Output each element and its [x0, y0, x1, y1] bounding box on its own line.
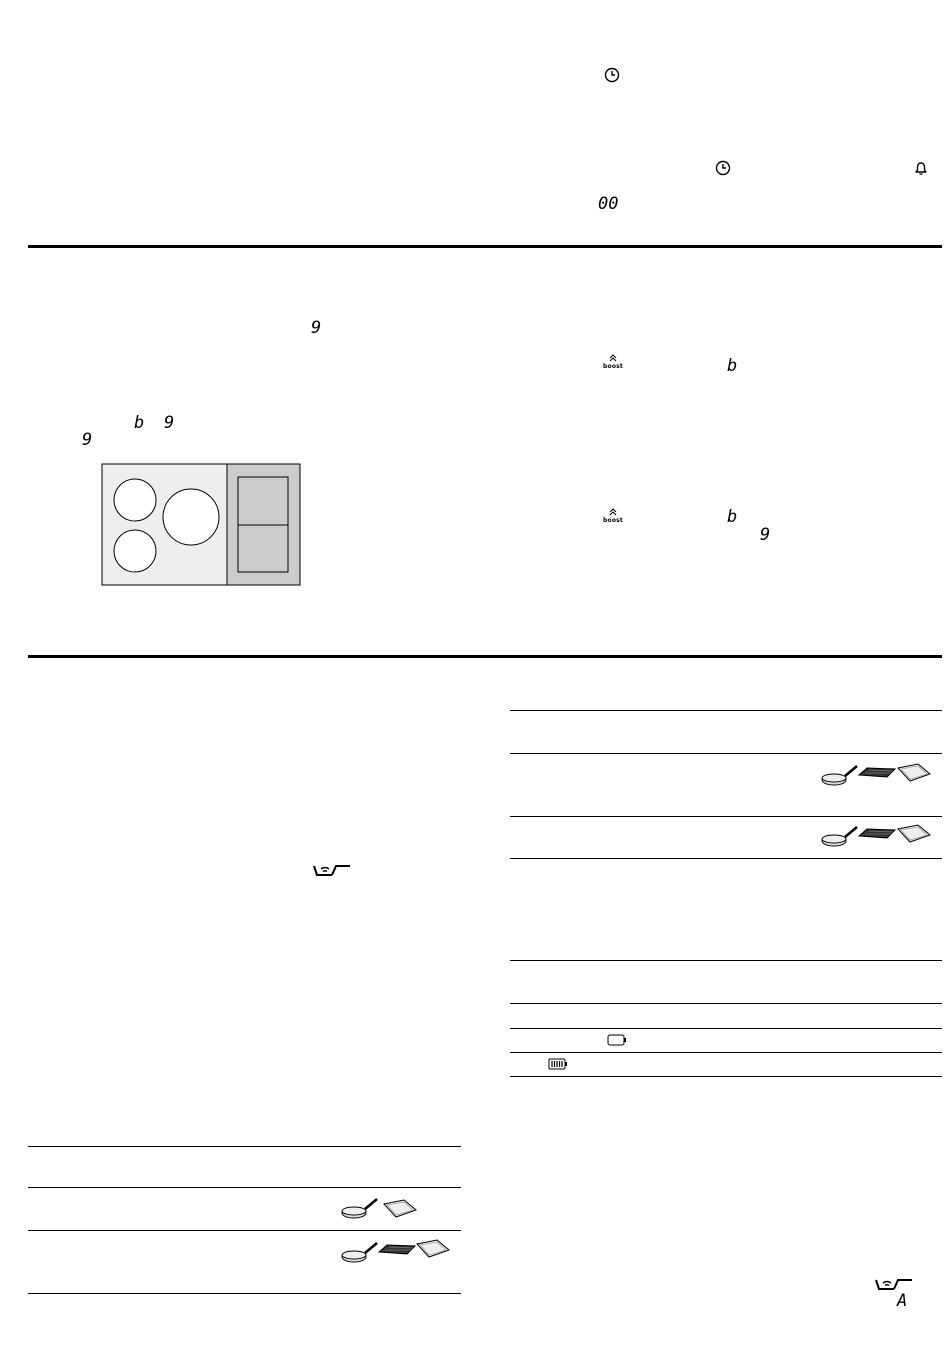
frying-pan-icon — [340, 1240, 380, 1266]
wifi-pan-sensor-icon — [312, 862, 352, 878]
boost-label: boost — [603, 363, 623, 370]
boost-icon — [603, 507, 623, 527]
griddle-plate-icon — [896, 762, 932, 784]
frying-pan-icon — [820, 763, 860, 789]
bell-icon — [913, 160, 929, 176]
timer-icon — [604, 67, 620, 83]
timer-icon — [715, 160, 731, 176]
boost-label: boost — [603, 517, 623, 524]
display-nine: 9 — [760, 525, 771, 545]
cooking-zone-large — [163, 489, 219, 545]
table-rule — [28, 1230, 461, 1231]
griddle-plate-icon — [896, 823, 932, 845]
table-rule — [510, 858, 942, 859]
table-rule — [510, 1052, 942, 1053]
section-divider — [28, 245, 942, 248]
table-rule — [510, 753, 942, 754]
battery-full-icon — [548, 1058, 568, 1070]
grill-pan-icon — [377, 1242, 417, 1260]
display-nine: 9 — [164, 413, 175, 433]
griddle-plate-icon — [415, 1238, 451, 1260]
display-b: b — [727, 507, 738, 527]
wifi-pan-sensor-icon — [874, 1276, 914, 1292]
table-rule — [28, 1293, 461, 1294]
display-b: b — [134, 413, 145, 433]
section-divider — [28, 655, 942, 658]
griddle-plate-icon — [382, 1198, 418, 1220]
hob-diagram — [101, 463, 302, 587]
display-a: A — [897, 1291, 908, 1311]
flex-zone-bottom — [238, 525, 288, 572]
frying-pan-icon — [340, 1196, 380, 1222]
cooking-zone-small-bottom — [114, 530, 156, 572]
table-rule — [510, 1076, 942, 1077]
cooking-zone-small-top — [114, 479, 156, 521]
table-rule — [510, 1028, 942, 1029]
table-rule — [510, 710, 942, 711]
table-rule — [510, 1003, 942, 1004]
table-rule — [28, 1187, 461, 1188]
frying-pan-icon — [820, 824, 860, 850]
table-rule — [510, 960, 942, 961]
display-nine: 9 — [311, 318, 322, 338]
grill-pan-icon — [857, 765, 897, 783]
display-nine: 9 — [82, 430, 93, 450]
grill-pan-icon — [857, 826, 897, 844]
table-rule — [510, 816, 942, 817]
flex-zone-top — [238, 477, 288, 525]
display-b: b — [727, 356, 738, 376]
display-zero-zero: 00 — [598, 194, 619, 214]
table-rule — [28, 1146, 461, 1147]
battery-empty-icon — [607, 1034, 627, 1046]
boost-icon — [603, 353, 623, 373]
